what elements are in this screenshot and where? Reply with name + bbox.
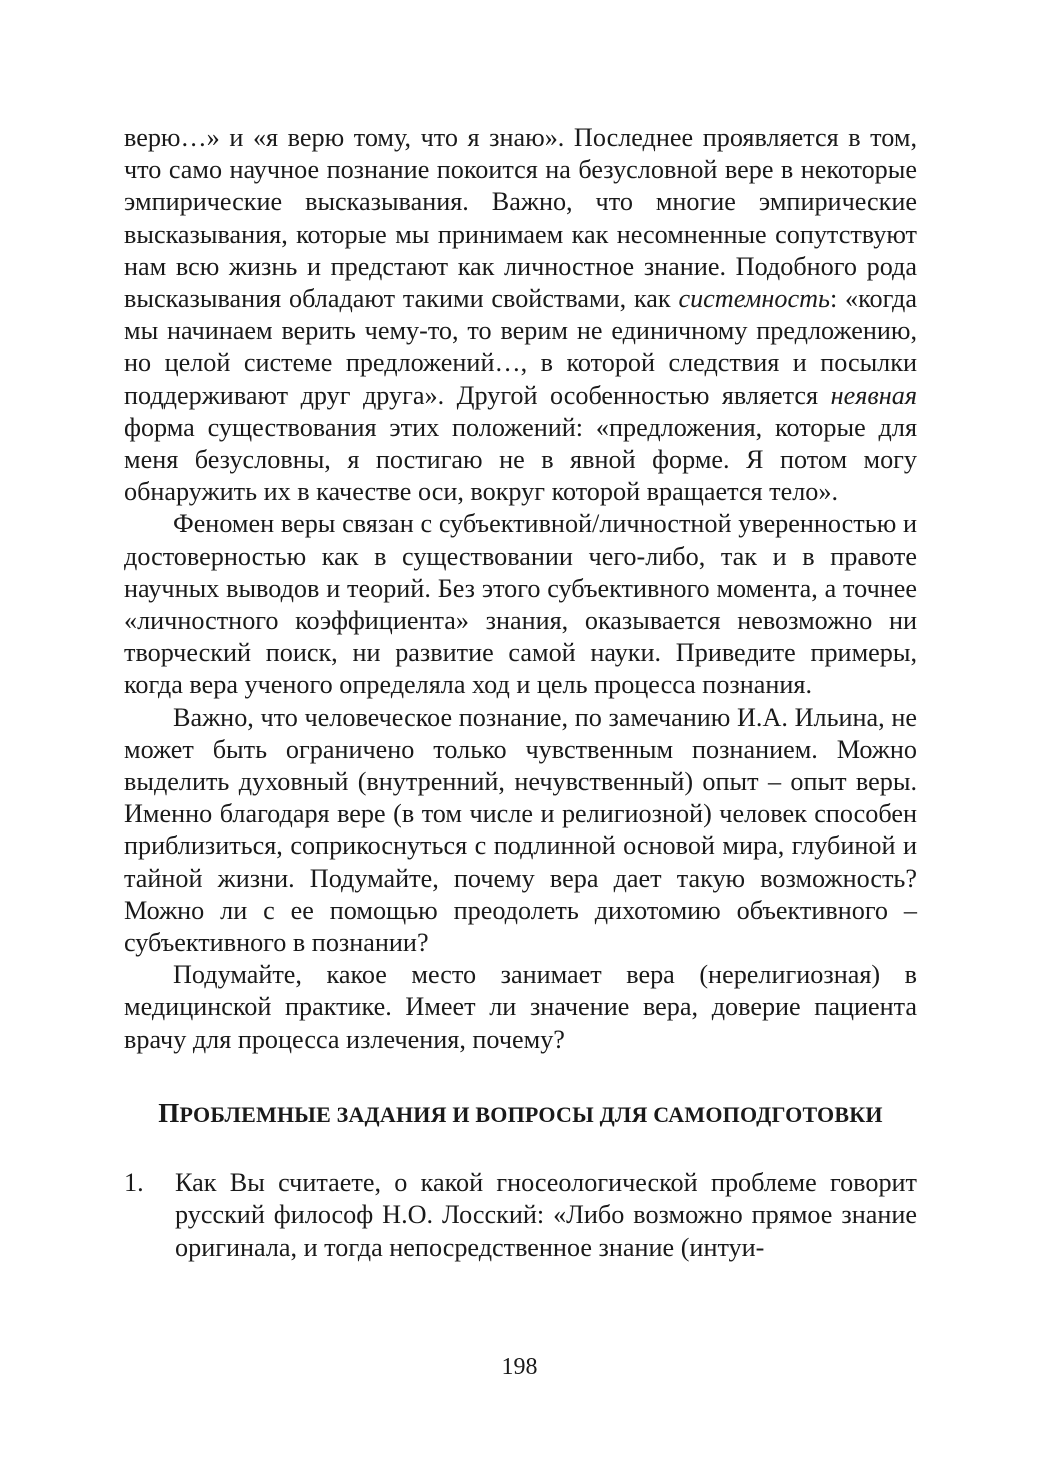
task-list	[124, 1167, 917, 1264]
paragraph-1-text-a: верю…» и «я верю тому, что я знаю». Последнее проявляется в том, что само научное познание покоится на безусловной вере в некоторые эмпирические высказывания. Важно, что многие эмпирические высказывания, которые мы принимаем как несомненные сопутствуют нам всю жизнь и предстают как личностное знание. Подобного рода высказывания обладают такими свойствами, как	[124, 123, 917, 314]
section-heading-initial: П	[158, 1097, 180, 1128]
section-heading	[124, 1097, 917, 1131]
paragraph-1-text-b: : «когда мы начинаем верить чему-то, то верим не единичному предложению, но целой системе предложений…, в которой следствия и посылки поддерживают друг друга». Другой особенностью является	[124, 284, 917, 410]
paragraph-1-text-c: форма существования этих положений: «предложения, которые для меня безусловны, я постигаю не в явной форме. Я потом могу обнаружить их в качестве оси, вокруг которой вращается тело».	[124, 412, 917, 507]
paragraph-2: Феномен веры связан с субъективной/личностной уверенностью и достоверностью как в существовании чего-либо, так и в правоте научных выводов и теорий. Без этого субъективного момента, а точнее «личностного коэффициента» знания, оказывается невозможно ни творческий поиск, ни развитие самой науки. Приведите примеры, когда вера ученого определяла ход и цель процесса познания.	[124, 509, 917, 700]
term-implicit: неявная	[830, 380, 917, 410]
term-systemness: системность	[678, 284, 830, 314]
list-item-number: 1.	[124, 1168, 144, 1198]
paragraph-1	[124, 122, 917, 508]
section-heading-rest: РОБЛЕМНЫЕ ЗАДАНИЯ И ВОПРОСЫ ДЛЯ САМОПОДГОТОВКИ	[179, 1101, 883, 1127]
page-number: 198	[501, 1354, 538, 1380]
list-item-text: Как Вы считаете, о какой гносеологической проблеме говорит русский философ Н.О. Лосский: «Либо возможно прямое знание оригинала, и тогда непосредственное знание (интуи-	[175, 1168, 917, 1262]
paragraph-4: Подумайте, какое место занимает вера (нерелигиозная) в медицинской практике. Имеет ли значение вера, доверие пациента врачу для процесса излечения, почему?	[124, 960, 917, 1054]
paragraph-3: Важно, что человеческое познание, по замечанию И.А. Ильина, не может быть ограничено только чувственным познанием. Можно выделить духовный (внутренний, нечувственный) опыт – опыт веры. Именно благодаря вере (в том числе и религиозной) человек способен приблизиться, соприкоснуться с подлинной основой мира, глубиной и тайной жизни. Подумайте, почему вера дает такую возможность? Можно ли с ее помощью преодолеть дихотомию объективного – субъективного в познании?	[124, 702, 917, 958]
list-item	[124, 1167, 917, 1264]
page-body	[124, 122, 917, 1264]
